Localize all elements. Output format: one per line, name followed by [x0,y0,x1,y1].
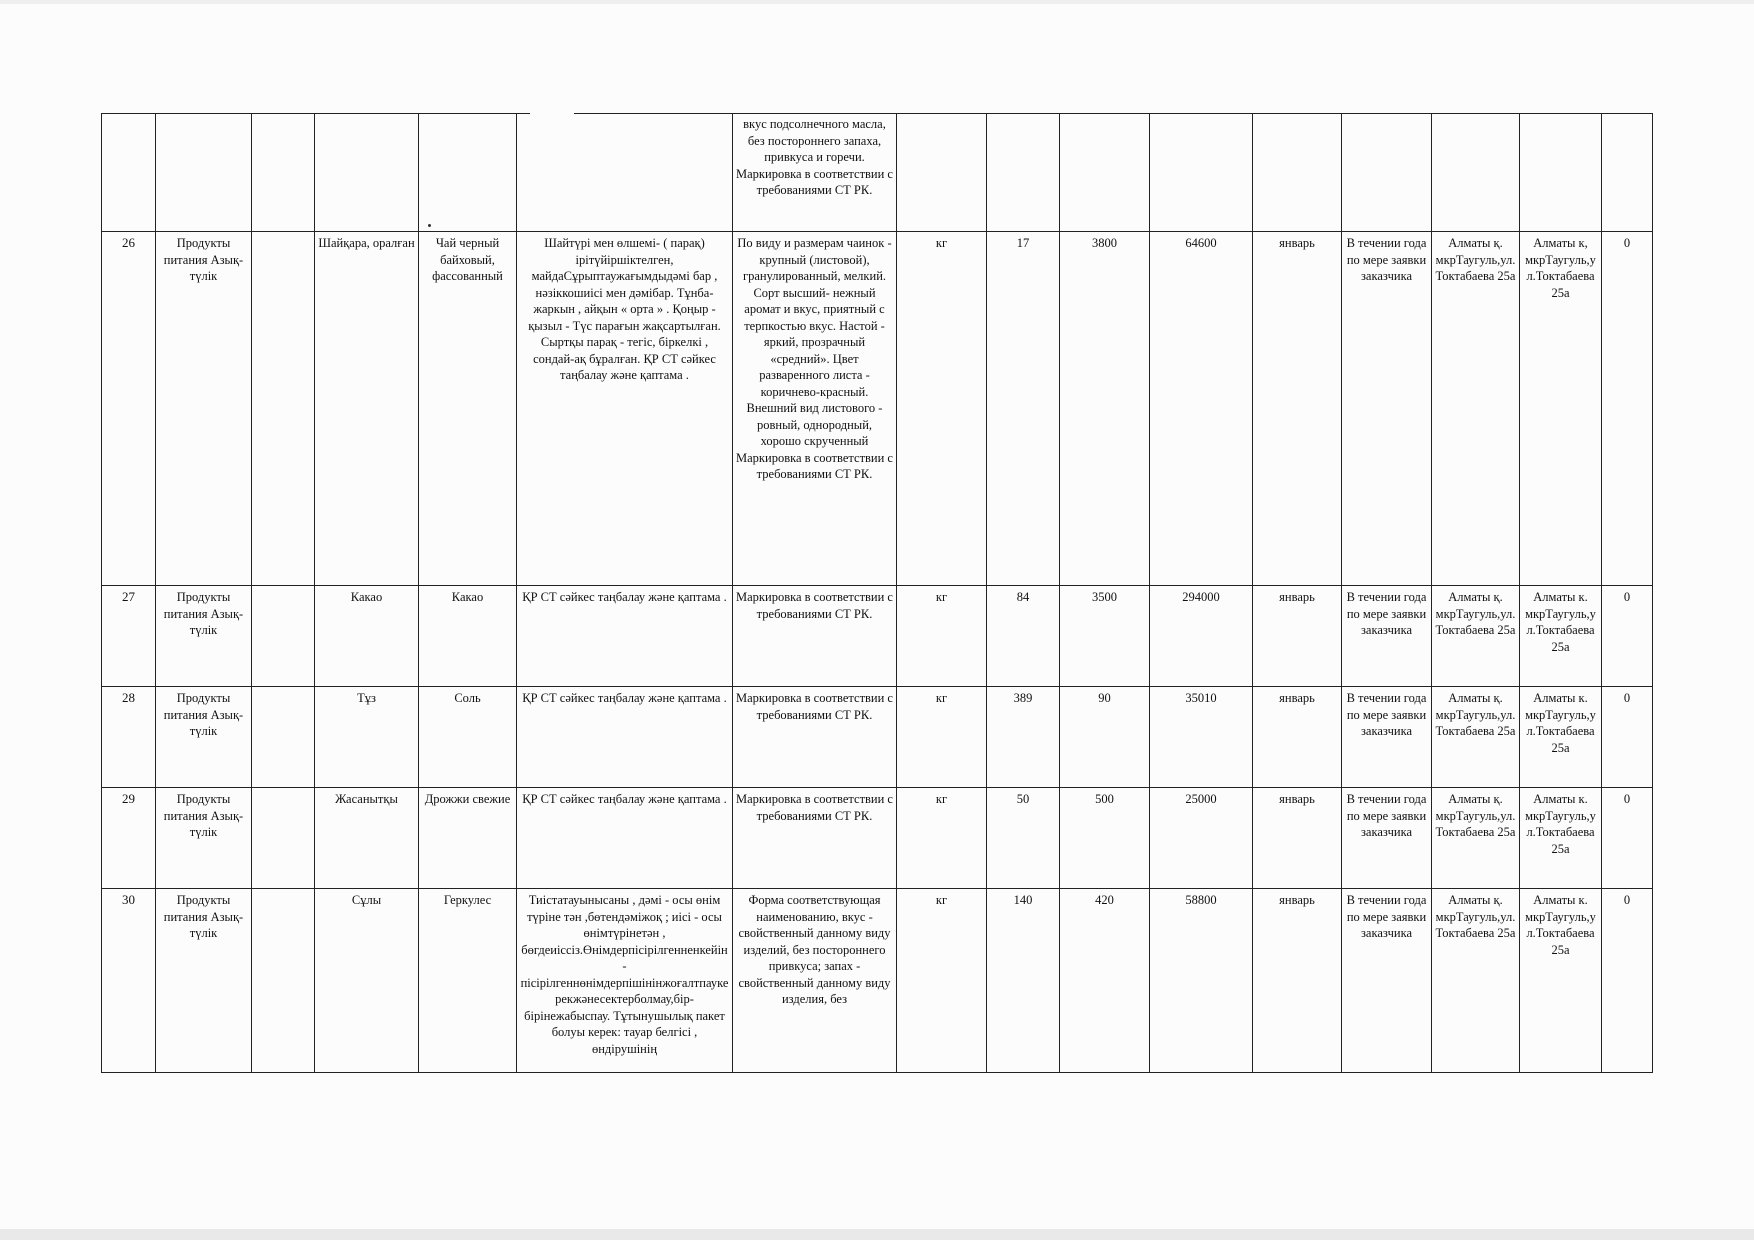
cell-name-kz: Жасанытқы [315,788,419,889]
cell-name-kz: Тұз [315,687,419,788]
table-row-continuation [102,114,1653,232]
cell-tech-spec-ru: вкус подсолнечного масла, без постороннего запаха, привкуса и горечи. Маркировка в соответствии с требованиями СТ РК. [733,114,897,232]
cell-delivery-term: В течении года по мере заявки заказчика [1342,889,1432,1073]
cell-empty [1150,114,1253,232]
cell-month: январь [1253,889,1342,1073]
cell-address: Алматы қ. мкрТаугуль,ул.Токтабаева 25а [1432,687,1520,788]
cell-quantity: 50 [987,788,1060,889]
cell-category: Продукты питания Азық-түлік [156,687,252,788]
cell-address-alt: Алматы к. мкрТаугуль,ул.Токтабаева 25а [1520,788,1602,889]
scan-edge-top [0,0,1754,4]
cell-sum: 64600 [1150,232,1253,586]
cell-sum: 25000 [1150,788,1253,889]
cell-empty [897,114,987,232]
cell-name-ru: Геркулес [419,889,517,1073]
table-row [102,232,1653,586]
cell-number: 26 [102,232,156,586]
scan-edge-bottom [0,1229,1754,1240]
cell-number: 30 [102,889,156,1073]
cell-advance: 0 [1602,232,1653,586]
cell-empty [156,114,252,232]
cell-unit: кг [897,889,987,1073]
cell-spec-ru: Маркировка в соответствии с требованиями СТ РК. [733,586,897,687]
cell-number: 27 [102,586,156,687]
cell-category: Продукты питания Азық-түлік [156,232,252,586]
cell-delivery-term: В течении года по мере заявки заказчика [1342,788,1432,889]
cell-blank [252,586,315,687]
cell-empty [1602,114,1653,232]
cell-spec-ru: Форма соответствующая наименованию, вкус - свойственный данному виду изделий, без постороннего привкуса; запах - свойственный данному виду изделия, без [733,889,897,1073]
cell-advance: 0 [1602,586,1653,687]
cell-price: 500 [1060,788,1150,889]
cell-sum: 294000 [1150,586,1253,687]
cell-quantity: 17 [987,232,1060,586]
cell-empty [1432,114,1520,232]
cell-unit: кг [897,687,987,788]
table-row [102,889,1653,1073]
cell-address: Алматы қ. мкрТаугуль,ул.Токтабаева 25а [1432,788,1520,889]
cell-empty [315,114,419,232]
table-row [102,687,1653,788]
cell-spec-ru: Маркировка в соответствии с требованиями СТ РК. [733,687,897,788]
cell-category: Продукты питания Азық-түлік [156,889,252,1073]
cell-month: январь [1253,586,1342,687]
cell-empty [419,114,517,232]
cell-blank [252,232,315,586]
cell-quantity: 84 [987,586,1060,687]
cell-spec-kz: Шайтүрі мен өлшемі- ( парақ) ірітүйіршіктелген, майдаСұрыптаужағымдыдәмі бар , нәзіккошиісі мен дәмібар. Тұнба-жаркын , айқын « орта » . Қоңыр - қызыл - Түс парағын жақсартылған. Сыртқы парақ - тегіс, біркелкі , сондай-ақ бұралған. ҚР СТ сәйкес таңбалау және қаптама . [517,232,733,586]
cell-name-ru: Соль [419,687,517,788]
cell-spec-kz: ҚР СТ сәйкес таңбалау және қаптама . [517,586,733,687]
cell-name-ru: Какао [419,586,517,687]
cell-delivery-term: В течении года по мере заявки заказчика [1342,232,1432,586]
cell-unit: кг [897,586,987,687]
cell-category: Продукты питания Азық-түлік [156,788,252,889]
cell-price: 420 [1060,889,1150,1073]
cell-empty [1060,114,1150,232]
table-body [102,114,1653,1073]
cell-month: январь [1253,788,1342,889]
cell-address-alt: Алматы к. мкрТаугуль,ул.Токтабаева 25а [1520,687,1602,788]
table-row [102,788,1653,889]
cell-empty [252,114,315,232]
cell-name-kz: Шайқара, оралған [315,232,419,586]
cell-number: 29 [102,788,156,889]
cell-advance: 0 [1602,788,1653,889]
cell-blank [252,687,315,788]
cell-empty [1342,114,1432,232]
cell-price: 90 [1060,687,1150,788]
cell-address: Алматы қ. мкрТаугуль,ул.Токтабаева 25а [1432,889,1520,1073]
cell-name-ru: Дрожжи свежие [419,788,517,889]
cell-category: Продукты питания Азық-түлік [156,586,252,687]
table-row [102,586,1653,687]
cell-empty [102,114,156,232]
cell-spec-kz: ҚР СТ сәйкес таңбалау және қаптама . [517,788,733,889]
procurement-table [101,113,1653,1073]
cell-address-alt: Алматы к. мкрТаугуль,ул.Токтабаева 25а [1520,889,1602,1073]
cell-blank [252,889,315,1073]
cell-address: Алматы қ. мкрТаугуль,ул.Токтабаева 25а [1432,232,1520,586]
cell-spec-ru: По виду и размерам чаинок - крупный (листовой), гранулированный, мелкий. Сорт высший- нежный аромат и вкус, приятный с терпкостью вкус. Настой - яркий, прозрачный «средний». Цвет разваренного листа - коричнево-красный. Внешний вид листового - ровный, однородный, хорошо скрученный Маркировка в соответствии с требованиями СТ РК. [733,232,897,586]
cell-address: Алматы қ. мкрТаугуль,ул.Токтабаева 25а [1432,586,1520,687]
cell-address-alt: Алматы к, мкрТаугуль,ул.Токтабаева 25а [1520,232,1602,586]
cell-empty [987,114,1060,232]
scan-border-gap [530,108,574,116]
cell-empty [1253,114,1342,232]
cell-empty [1520,114,1602,232]
cell-price: 3800 [1060,232,1150,586]
cell-month: январь [1253,687,1342,788]
cell-empty [517,114,733,232]
cell-sum: 35010 [1150,687,1253,788]
cell-delivery-term: В течении года по мере заявки заказчика [1342,586,1432,687]
cell-quantity: 389 [987,687,1060,788]
cell-advance: 0 [1602,687,1653,788]
cell-unit: кг [897,788,987,889]
cell-spec-kz: ҚР СТ сәйкес таңбалау және қаптама . [517,687,733,788]
cell-spec-ru: Маркировка в соответствии с требованиями СТ РК. [733,788,897,889]
scan-speck [428,224,431,227]
cell-unit: кг [897,232,987,586]
cell-delivery-term: В течении года по мере заявки заказчика [1342,687,1432,788]
cell-number: 28 [102,687,156,788]
cell-month: январь [1253,232,1342,586]
cell-blank [252,788,315,889]
cell-advance: 0 [1602,889,1653,1073]
cell-name-kz: Какао [315,586,419,687]
cell-quantity: 140 [987,889,1060,1073]
cell-name-kz: Сұлы [315,889,419,1073]
cell-name-ru: Чай черный байховый, фассованный [419,232,517,586]
cell-address-alt: Алматы к. мкрТаугуль,ул.Токтабаева 25а [1520,586,1602,687]
cell-spec-kz: Тиістатауынысаны , дәмі - осы өнім түріне тән ,бөтендәміжоқ ; иісі - осы өнімтүрінетән , бөгдеиіссіз.Өнімдерпісірілгенненкейін - пісірілгеннөнімдерпішінінжоғалтпаукерекжәнесектерболмау,бір-бірінежабыспау. Тұтынушылық пакет болуы керек: тауар белгісі , өндірушінің [517,889,733,1073]
cell-sum: 58800 [1150,889,1253,1073]
cell-price: 3500 [1060,586,1150,687]
